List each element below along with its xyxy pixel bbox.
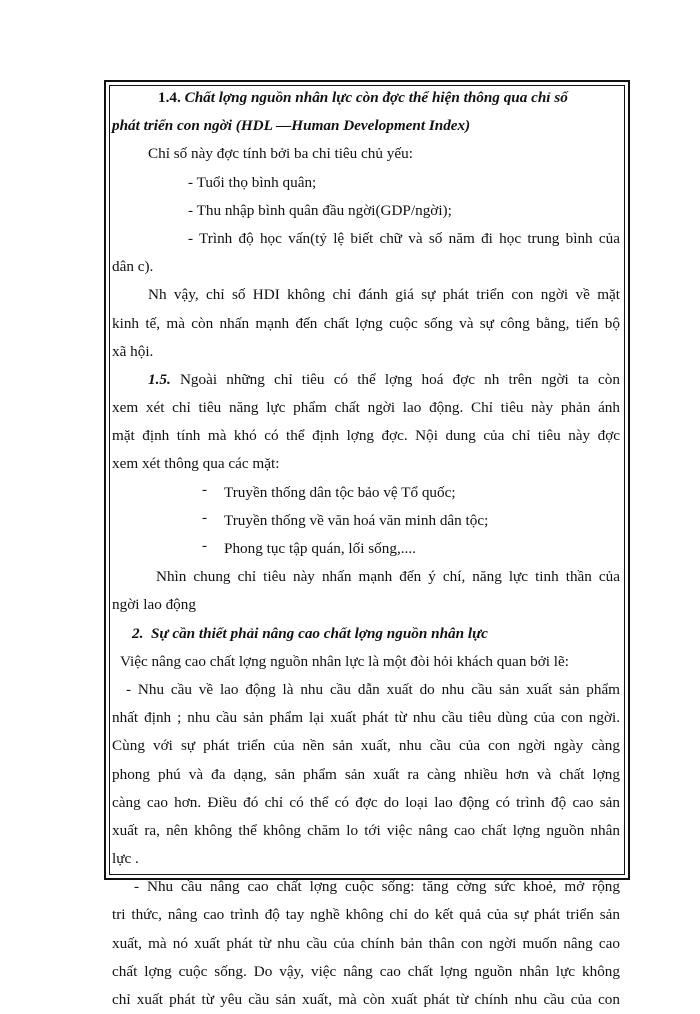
heading-1-4-number: 1.4. <box>158 89 181 106</box>
paragraph-life-5: chỉ xuất phát từ yêu cầu sản xuất, mà còn xuất phát từ chính nhu cầu của con <box>112 991 620 1008</box>
list-item-education-cont: dân c). <box>112 258 154 276</box>
paragraph-1-5-line-4: xem xét thông qua các mặt: <box>112 455 280 473</box>
heading-1-5 <box>112 366 620 394</box>
paragraph-labor-4: phong phú và đa dạng, sản phẩm sản xuất ra càng nhiều hơn và chất lợng <box>112 765 620 783</box>
paragraph-labor-3: Cùng với sự phát triển của nền sản xuất, nhu cầu của con ngời ngày càng <box>112 737 620 755</box>
paragraph-life-4: chất lợng cuộc sống. Do vậy, việc nâng cao chất lợng nguồn nhân lực không <box>112 962 620 980</box>
paragraph-labor-6: xuất ra, nên không thể không chăm lo tới việc nâng cao chất lợng nguồn nhân <box>112 821 620 839</box>
list-item <box>112 479 620 507</box>
paragraph-1-5-text: Ngoài những chỉ tiêu có thể lợng hoá đợc nh trên ngời ta còn <box>170 370 620 388</box>
dash-bullet-icon: - <box>202 480 208 498</box>
list-item <box>112 535 620 563</box>
paragraph-summary-1: Nhìn chung chỉ tiêu này nhấn mạnh đến ý chí, năng lực tinh thần của <box>156 568 620 586</box>
paragraph-hdi-1: Nh vậy, chỉ số HDI không chỉ đánh giá sự phát triển con ngời về mặt <box>148 286 620 304</box>
list-item <box>112 507 620 535</box>
heading-1-5-number: 1.5. <box>148 370 171 388</box>
heading-2 <box>112 620 620 648</box>
heading-1-4 <box>112 84 620 112</box>
paragraph-intro: Chỉ số này đợc tính bởi ba chỉ tiêu chủ yếu: <box>148 145 413 163</box>
document-body <box>112 84 620 1008</box>
paragraph-labor-2: nhất định ; nhu cầu sản phẩm lại xuất phát từ nhu cầu tiêu dùng của con ngời. <box>112 709 620 727</box>
paragraph-labor-1: - Nhu cầu về lao động là nhu cầu dẫn xuất do nhu cầu sản xuất sản phẩm <box>126 680 620 698</box>
paragraph-life-3: xuất, mà nó xuất phát từ nhu cầu của chính bản thân con ngời muốn nâng cao <box>112 934 620 952</box>
dash-bullet-icon: - <box>202 537 208 554</box>
list-item-education: - Trình độ học vấn(tỷ lệ biết chữ và số năm đi học trung bình của <box>188 229 620 247</box>
list-item-life-expectancy: - Tuổi thọ bình quân; <box>188 173 317 191</box>
paragraph-1-5-line-2: xem xét chỉ tiêu năng lực phẩm chất ngời lao động. Chỉ tiêu này phản ánh <box>112 399 620 417</box>
list-item-text: Truyền thống dân tộc bảo vệ Tổ quốc; <box>224 483 456 501</box>
paragraph-hdi-2: kinh tế, mà còn nhấn mạnh đến chất lợng cuộc sống và sự công bằng, tiến bộ <box>112 314 620 332</box>
paragraph-life-1: - Nhu cầu nâng cao chất lợng cuộc sống: tăng cờng sức khoẻ, mở rộng <box>134 878 620 896</box>
paragraph-hdi-3: xã hội. <box>112 342 154 360</box>
paragraph-life-2: tri thức, nâng cao trình độ tay nghề không chỉ do kết quả của sự phát triển sản <box>112 906 620 924</box>
paragraph-1-5-line-3: mặt định tính mà khó có thể định lợng đợc. Nội dung của chỉ tiêu này đợc <box>112 427 620 445</box>
paragraph-summary-2: ngời lao động <box>112 596 196 614</box>
paragraph-objective: Việc nâng cao chất lợng nguồn nhân lực là một đòi hỏi khách quan bởi lẽ: <box>120 652 569 670</box>
heading-1-4-title-cont: phát triển con ngời (HDL —Human Development Index) <box>112 117 471 135</box>
heading-1-4-title: Chất lợng nguồn nhân lực còn đợc thể hiện thông qua chỉ số <box>184 89 568 106</box>
list-item-text: Truyền thống về văn hoá văn minh dân tộc; <box>224 511 489 529</box>
heading-2-number: 2. <box>132 624 144 642</box>
paragraph-labor-7: lực . <box>112 850 139 868</box>
heading-2-title: Sự cần thiết phải nâng cao chất lợng nguồn nhân lực <box>150 624 488 642</box>
dash-bullet-icon: - <box>202 508 208 526</box>
list-item-income: - Thu nhập bình quân đầu ngời(GDP/ngời); <box>188 201 452 219</box>
list-item-text: Phong tục tập quán, lối sống,.... <box>224 540 416 557</box>
paragraph-labor-5: càng cao hơn. Điều đó chỉ có thể có đợc do loại lao động có trình độ cao sản <box>112 793 620 811</box>
